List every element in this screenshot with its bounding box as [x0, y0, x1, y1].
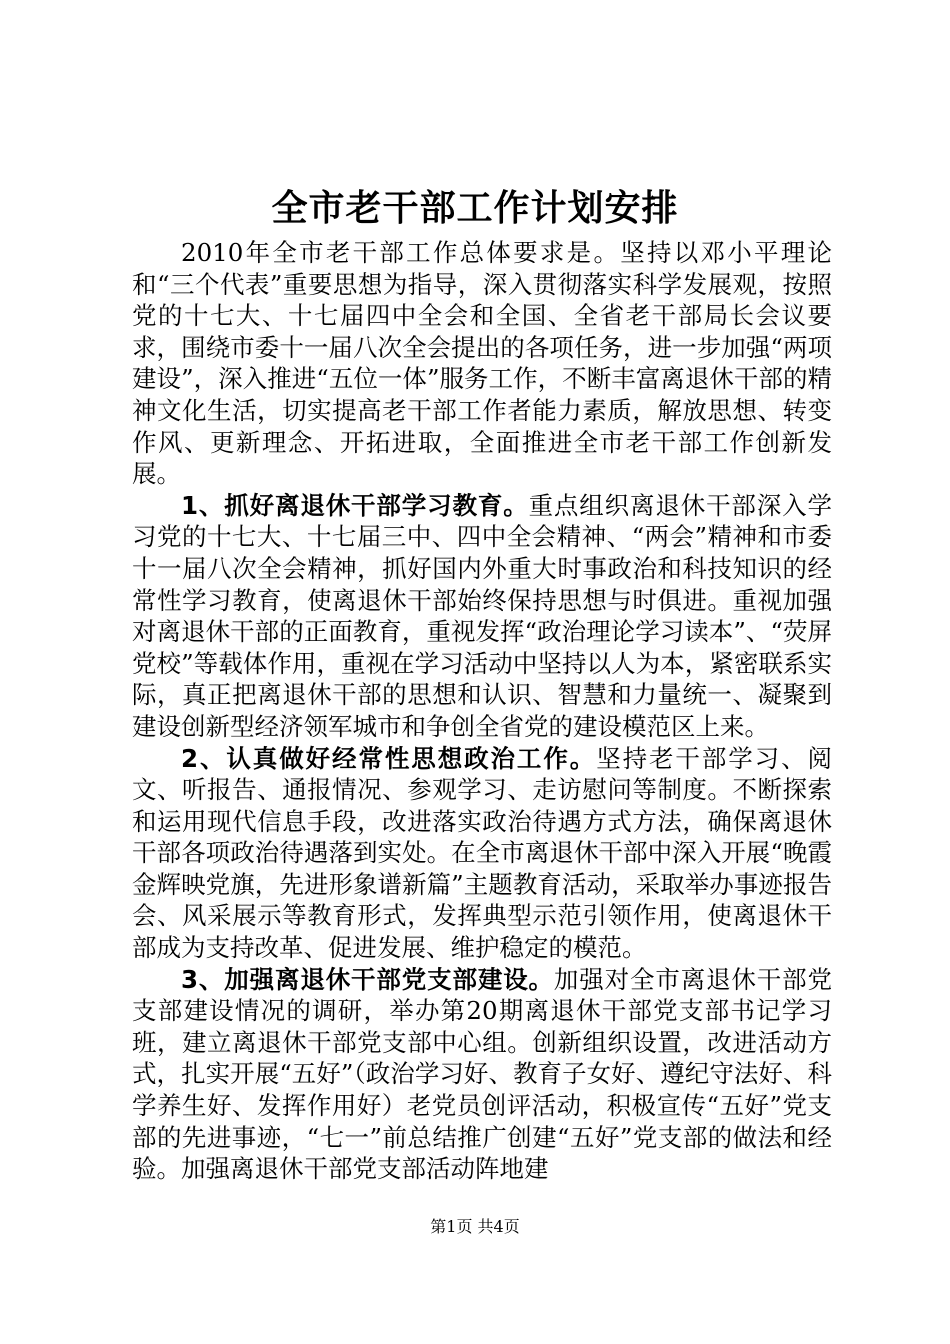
section-paragraph	[132, 743, 832, 964]
document-body	[132, 237, 832, 1185]
intro-paragraph: 2010年全市老干部工作总体要求是。坚持以邓小平理论和“三个代表”重要思想为指导，深入贯彻落实科学发展观，按照党的十七大、十七届四中全会和全国、全省老干部局长会议要求，围绕市委十一届八次全会提出的各项任务，进一步加强“两项建设”，深入推进“五位一体”服务工作，不断丰富离退休干部的精神文化生活，切实提高老干部工作者能力素质，解放思想、转变作风、更新理念、开拓进取，全面推进全市老干部工作创新发展。	[132, 238, 832, 489]
section-text: 坚持老干部学习、阅文、听报告、通报情况、参观学习、走访慰问等制度。不断探索和运用现代信息手段，改进落实政治待遇方式方法，确保离退休干部各项政治待遇落到实处。在全市离退休干部中深入开展“晚霞金辉映党旗，先进形象谱新篇”主题教育活动，采取举办事迹报告会、风采展示等教育形式，发挥典型示范引领作用，使离退休干部成为支持改革、促进发展、维护稳定的模范。	[132, 743, 833, 963]
page-footer: 第1页 共4页	[430, 1217, 520, 1236]
section-paragraph	[132, 964, 832, 1185]
section-heading: 1、抓好离退休干部学习教育。	[181, 490, 529, 520]
section-heading: 2、认真做好经常性思想政治工作。	[181, 743, 597, 773]
section-heading: 3、加强离退休干部党支部建设。	[181, 964, 554, 994]
section-paragraph	[132, 490, 832, 743]
section-text: 加强对全市离退休干部党支部建设情况的调研，举办第20期离退休干部党支部书记学习班，建立离退休干部党支部中心组。创新组织设置，改进活动方式，扎实开展“五好”（政治学习好、教育子女好、遵纪守法好、科学养生好、发挥作用好）老党员创评活动，积极宣传“五好”党支部的先进事迹，“七一”前总结推广创建“五好”党支部的做法和经验。加强离退休干部党支部活动阵地建	[132, 964, 833, 1184]
document-title: 全市老干部工作计划安排	[271, 187, 679, 229]
section-text: 重点组织离退休干部深入学习党的十七大、十七届三中、四中全会精神、“两会”精神和市委十一届八次全会精神，抓好国内外重大时事政治和科技知识的经常性学习教育，使离退休干部始终保持思想与时俱进。重视加强对离退休干部的正面教育，重视发挥“政治理论学习读本”、“荧屏党校”等载体作用，重视在学习活动中坚持以人为本，紧密联系实际，真正把离退休干部的思想和认识、智慧和力量统一、凝聚到建设创新型经济领军城市和争创全省党的建设模范区上来。	[132, 490, 833, 741]
